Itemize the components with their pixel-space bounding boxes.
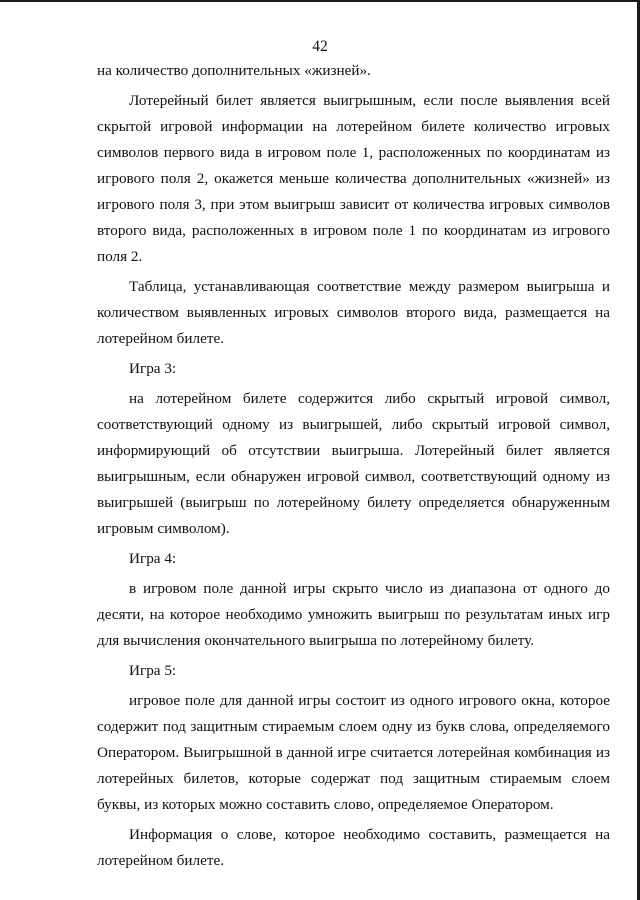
paragraph-continuation: на количество дополнительных «жизней». (97, 62, 371, 79)
paragraph-game-4: в игровом поле данной игры скрыто число из диапазона от одного до десяти, на которое необходимо умножить выигрыш по результатам иных игр для вычисления окончательного выигрыша по лотерейному билету. (97, 580, 610, 649)
paragraph-game-3: на лотерейном билете содержится либо скрытый игровой символ, соответствующий одному из выигрышей, либо скрытый игровой символ, информирующий об отсутствии выигрыша. Лотерейный билет является выигрышным, если обнаружен игровой символ, соответствующий одному из выигрышей (выигрыш по лотерейному билету определяется обнаруженным игровым символом). (97, 390, 610, 537)
page-number: 42 (312, 38, 328, 55)
heading-game-3: Игра 3: (129, 360, 177, 377)
paragraph-prize-table: Таблица, устанавливающая соответствие между размером выигрыша и количеством выявленных игровых символов второго вида, размещается на лотерейном билете. (97, 278, 610, 347)
scan-edge-top (0, 0, 640, 2)
paragraph-winning-condition: Лотерейный билет является выигрышным, если после выявления всей скрытой игровой информации на лотерейном билете количество игровых символов первого вида в игровом поле 1, расположенных по координатам из игрового поля 2, окажется меньше количества дополнительных «жизней» из игрового поля 3, при этом выигрыш зависит от количества игровых символов второго вида, расположенных в игровом поле 1 по координатам из игрового поля 2. (97, 92, 610, 265)
paragraph-game-5: игровое поле для данной игры состоит из одного игрового окна, которое содержит под защитным стираемым слоем одну из букв слова, определяемого Оператором. Выигрышной в данной игре считается лотерейная комбинация из лотерейных билетов, которые содержат под защитным стираемым слоем буквы, из которых можно составить слово, определяемое Оператором. (97, 692, 610, 813)
heading-game-5: Игра 5: (129, 662, 177, 679)
heading-game-4: Игра 4: (129, 550, 177, 567)
paragraph-word-info: Информация о слове, которое необходимо составить, размещается на лотерейном билете. (97, 826, 610, 869)
document-body (97, 58, 610, 874)
